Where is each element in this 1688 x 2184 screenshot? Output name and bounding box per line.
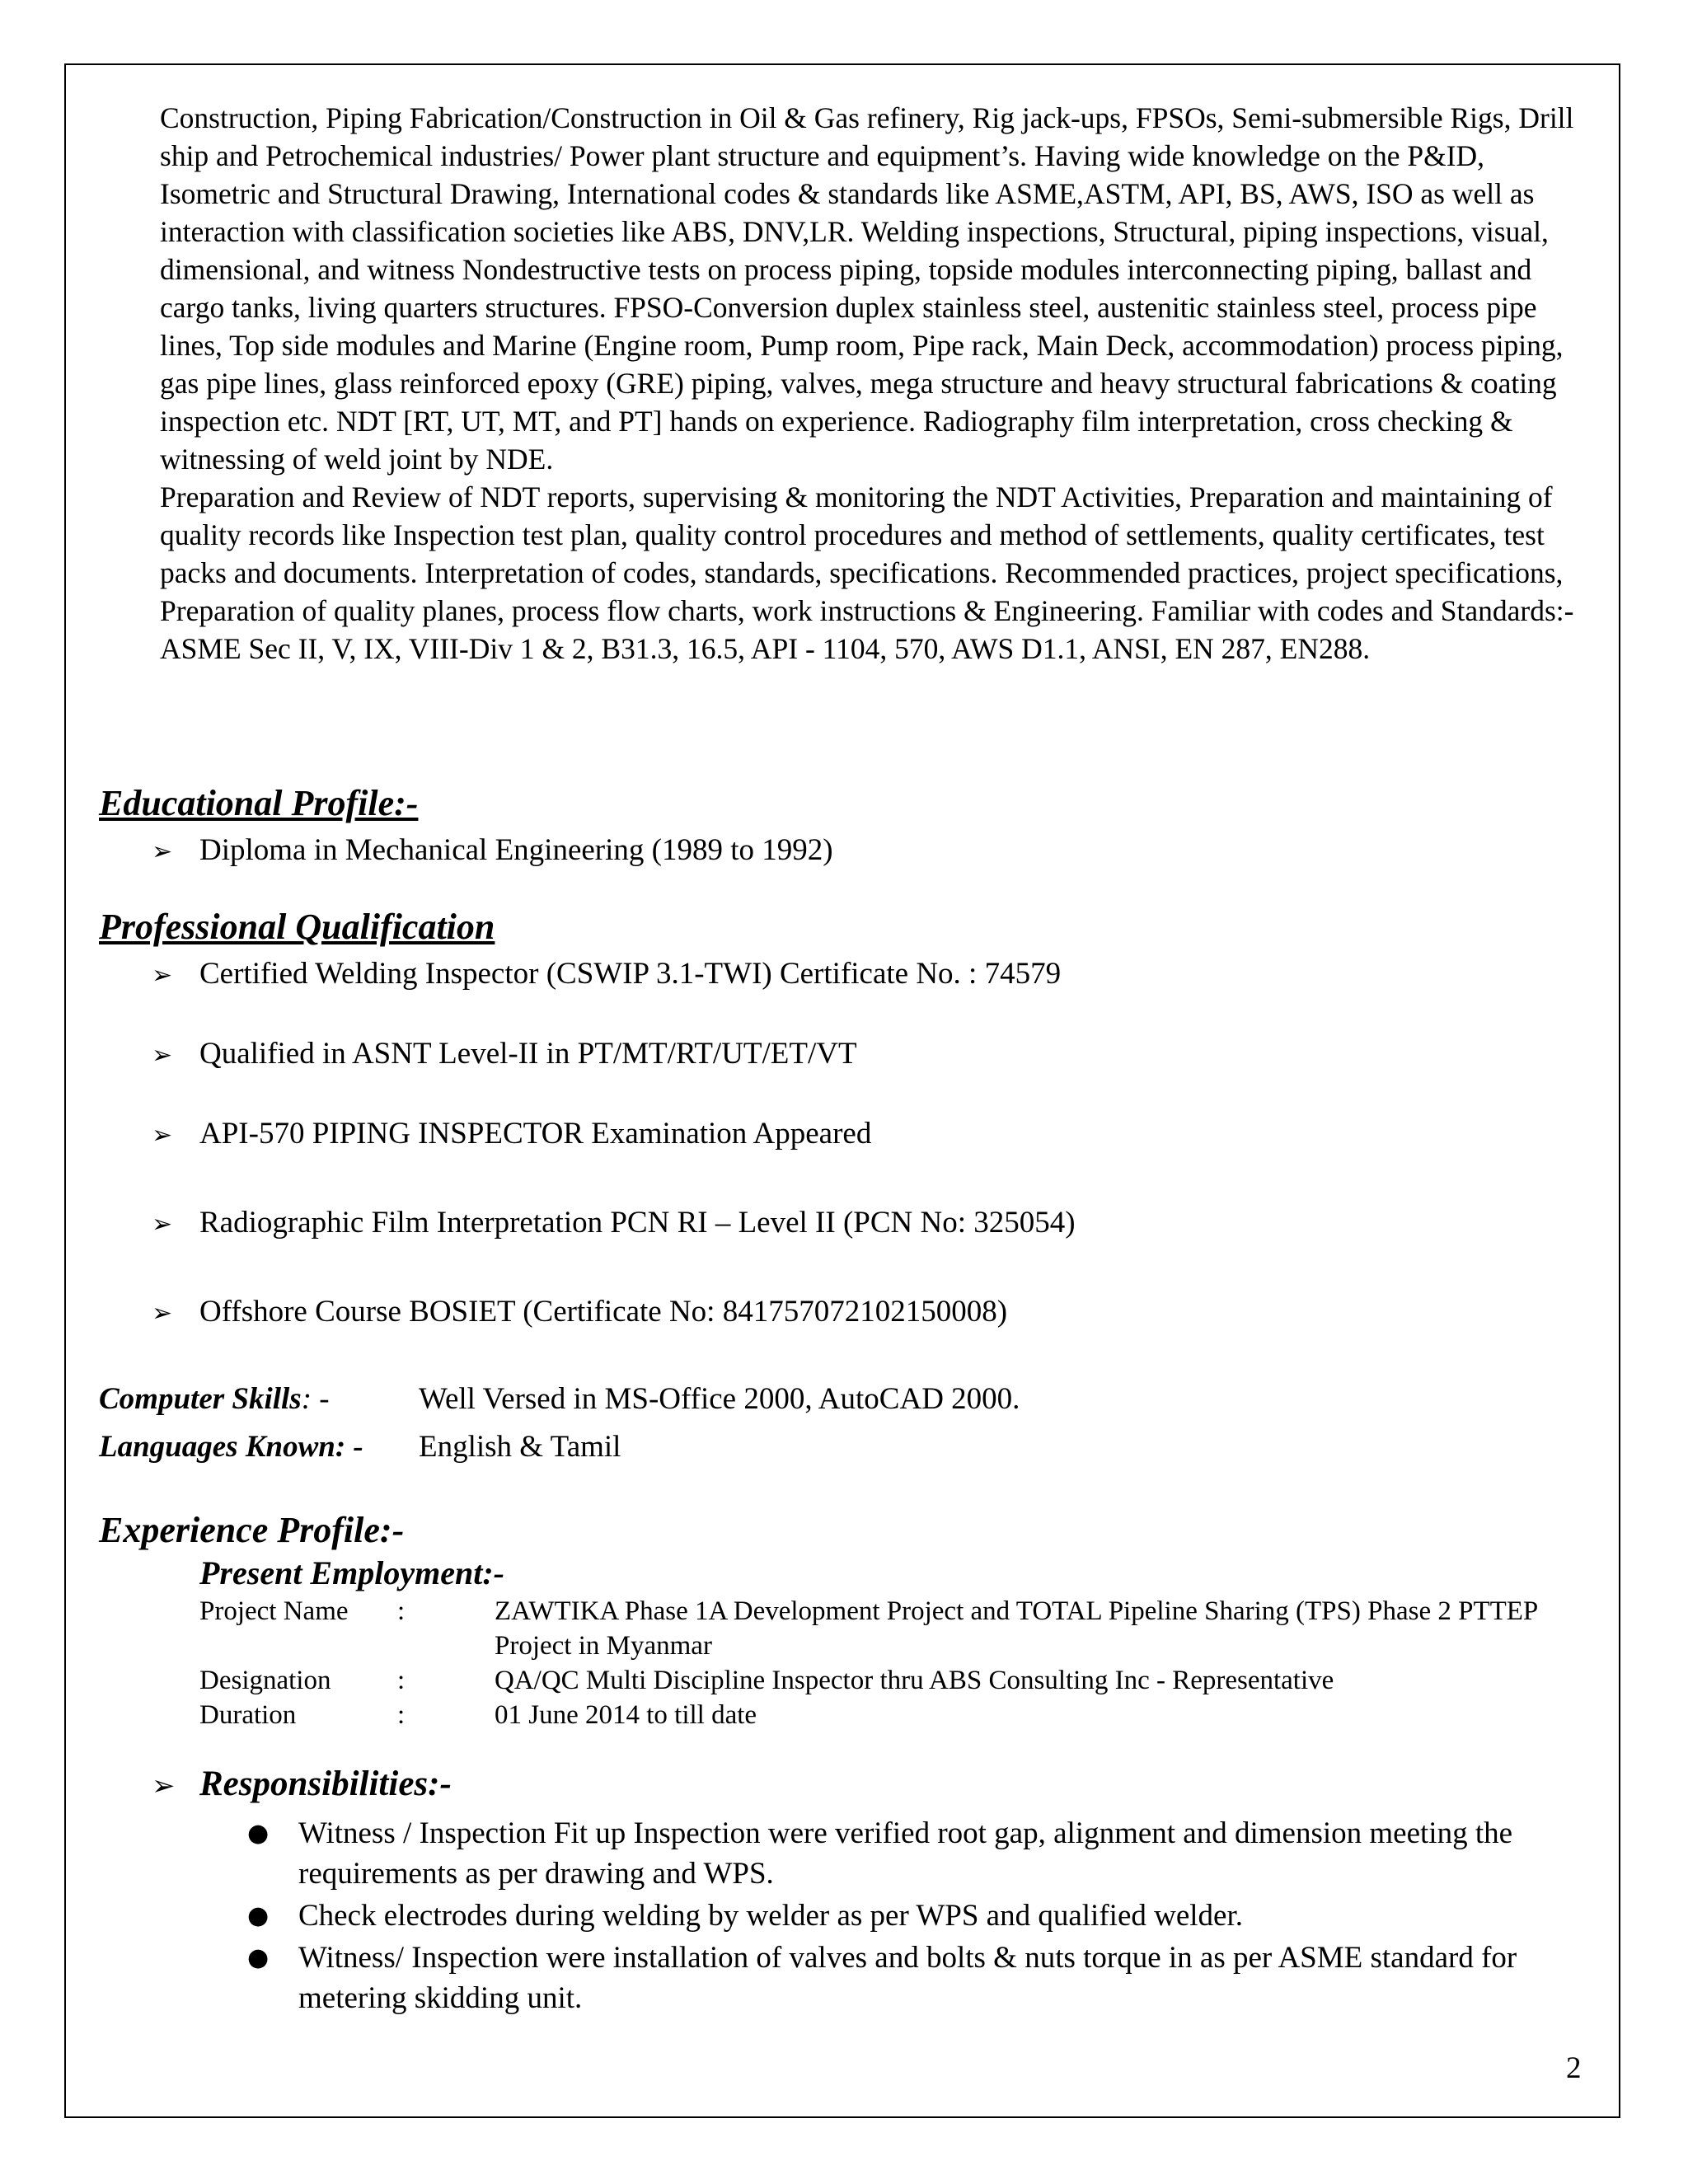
employment-colon: : (397, 1700, 406, 1730)
responsibilities-list (247, 1813, 1599, 2020)
experience-heading: Experience Profile:- (99, 1510, 405, 1550)
education-item-text: Diploma in Mechanical Engineering (1989 to 1992) (199, 833, 833, 867)
employment-row-project (199, 1594, 1591, 1663)
list-item-text: Witness/ Inspection were installation of valves and bolts & nuts torque in as per ASME standard for metering skidding unit. (298, 1941, 1517, 2015)
summary-text (160, 99, 1578, 668)
employment-value: ZAWTIKA Phase 1A Development Project and TOTAL Pipeline Sharing (TPS) Phase 2 PTTEP Project in Myanmar (495, 1596, 1538, 1661)
page-number: 2 (1566, 2051, 1582, 2085)
computer-skills-value: Well Versed in MS-Office 2000, AutoCAD 2000. (419, 1382, 1020, 1416)
computer-skills-label (99, 1381, 419, 1418)
list-item (247, 1813, 1599, 1894)
summary-paragraph-1: Construction, Piping Fabrication/Construction in Oil & Gas refinery, Rig jack-ups, FPSOs, Semi-submersible Rigs, Drill ship and Petrochemical industries/ Power plant structure and equipment’s. Having wide knowledge on the P&ID, Isometric and Structural Drawing, International codes & standards like ASME,ASTM, API, BS, AWS, ISO as well as interaction with classification societies like ABS, DNV,LR. Welding inspections, Structural, piping inspections, visual, dimensional, and witness Nondestructive tests on process piping, topside modules interconnecting piping, ballast and cargo tanks, living quarters structures. FPSO-Conversion duplex stainless steel, austenitic stainless steel, process pipe lines, Top side modules and Marine (Engine room, Pump room, Pipe rack, Main Deck, accommodation) process piping, gas pipe lines, glass reinforced epoxy (GRE) piping, valves, mega structure and heavy structural fabrications & coating inspection etc. NDT [RT, UT, MT, and PT] hands on experience. Radiography film interpretation, cross checking & witnessing of weld joint by NDE. (160, 101, 1574, 476)
employment-row-duration (199, 1698, 1591, 1732)
arrow-bullet-icon: ➢ (152, 837, 173, 866)
employment-value: QA/QC Multi Discipline Inspector thru ABS Consulting Inc - Representative (495, 1666, 1334, 1695)
qualification-item (152, 1205, 1076, 1243)
computer-skills-row (99, 1381, 1020, 1418)
list-item (247, 1896, 1599, 1936)
arrow-bullet-icon: ➢ (152, 1210, 173, 1239)
qualification-item (152, 1036, 857, 1074)
qualification-item-text: Offshore Course BOSIET (Certificate No: 841757072102150008) (199, 1295, 1008, 1329)
qualification-item (152, 1116, 871, 1154)
employment-colon: : (397, 1666, 406, 1695)
arrow-bullet-icon: ➢ (152, 961, 173, 990)
present-employment-label: Present Employment (199, 1554, 483, 1591)
employment-label: Project Name (199, 1596, 349, 1626)
computer-skills-separator: : - (301, 1382, 330, 1416)
arrow-bullet-icon: ➢ (152, 1121, 173, 1150)
employment-value: 01 June 2014 to till date (495, 1700, 757, 1730)
employment-label: Designation (199, 1666, 331, 1695)
dot-bullet-icon: ● (247, 1943, 270, 1972)
qualification-item-text: Radiographic Film Interpretation PCN RI – Level II (PCN No: 325054) (199, 1206, 1076, 1240)
qualification-item-text: Qualified in ASNT Level-II in PT/MT/RT/UT/ET/VT (199, 1037, 857, 1071)
qualification-item (152, 956, 1061, 994)
qualification-item-text: Certified Welding Inspector (CSWIP 3.1-TWI) Certificate No. : 74579 (199, 957, 1062, 991)
arrow-bullet-icon: ➢ (152, 1769, 176, 1802)
education-item (152, 832, 833, 870)
employment-colon: : (397, 1596, 406, 1626)
arrow-bullet-icon: ➢ (152, 1041, 173, 1070)
qualification-item (152, 1294, 1007, 1332)
list-item-text: Witness / Inspection Fit up Inspection were verified root gap, alignment and dimension meeting the requirements as per drawing and WPS. (298, 1816, 1513, 1891)
education-heading: Educational Profile:- (99, 783, 419, 823)
arrow-bullet-icon: ➢ (152, 1299, 173, 1328)
responsibilities-heading (152, 1764, 452, 1807)
responsibilities-heading-text: Responsibilities:- (199, 1765, 452, 1803)
employment-row-designation (199, 1663, 1591, 1698)
dot-bullet-icon: ● (247, 1819, 270, 1848)
languages-label: Languages Known: - (99, 1430, 363, 1464)
languages-value: English & Tamil (419, 1430, 621, 1464)
list-item-text: Check electrodes during welding by welder as per WPS and qualified welder. (298, 1899, 1243, 1933)
computer-skills-label-text: Computer Skills (99, 1382, 302, 1416)
employment-details (199, 1594, 1591, 1732)
qualification-heading: Professional Qualification (99, 907, 495, 947)
present-employment-suffix: :- (482, 1554, 504, 1591)
summary-paragraph-2: Preparation and Review of NDT reports, supervising & monitoring the NDT Activities, Preparation and maintaining of quality records like Inspection test plan, quality control procedures and method of settlements, quality certificates, test packs and documents. Interpretation of codes, standards, specifications. Recommended practices, project specifications, Preparation of quality planes, process flow charts, work instructions & Engineering. Familiar with codes and Standards:- ASME Sec II, V, IX, VIII-Div 1 & 2, B31.3, 16.5, API - 1104, 570, AWS D1.1, ANSI, EN 287, EN288. (160, 480, 1574, 665)
employment-label: Duration (199, 1700, 297, 1730)
present-employment-heading (199, 1554, 504, 1592)
list-item (247, 1938, 1599, 2018)
languages-row (99, 1429, 621, 1465)
qualification-item-text: API-570 PIPING INSPECTOR Examination Appeared (199, 1117, 872, 1151)
dot-bullet-icon: ● (247, 1901, 270, 1930)
